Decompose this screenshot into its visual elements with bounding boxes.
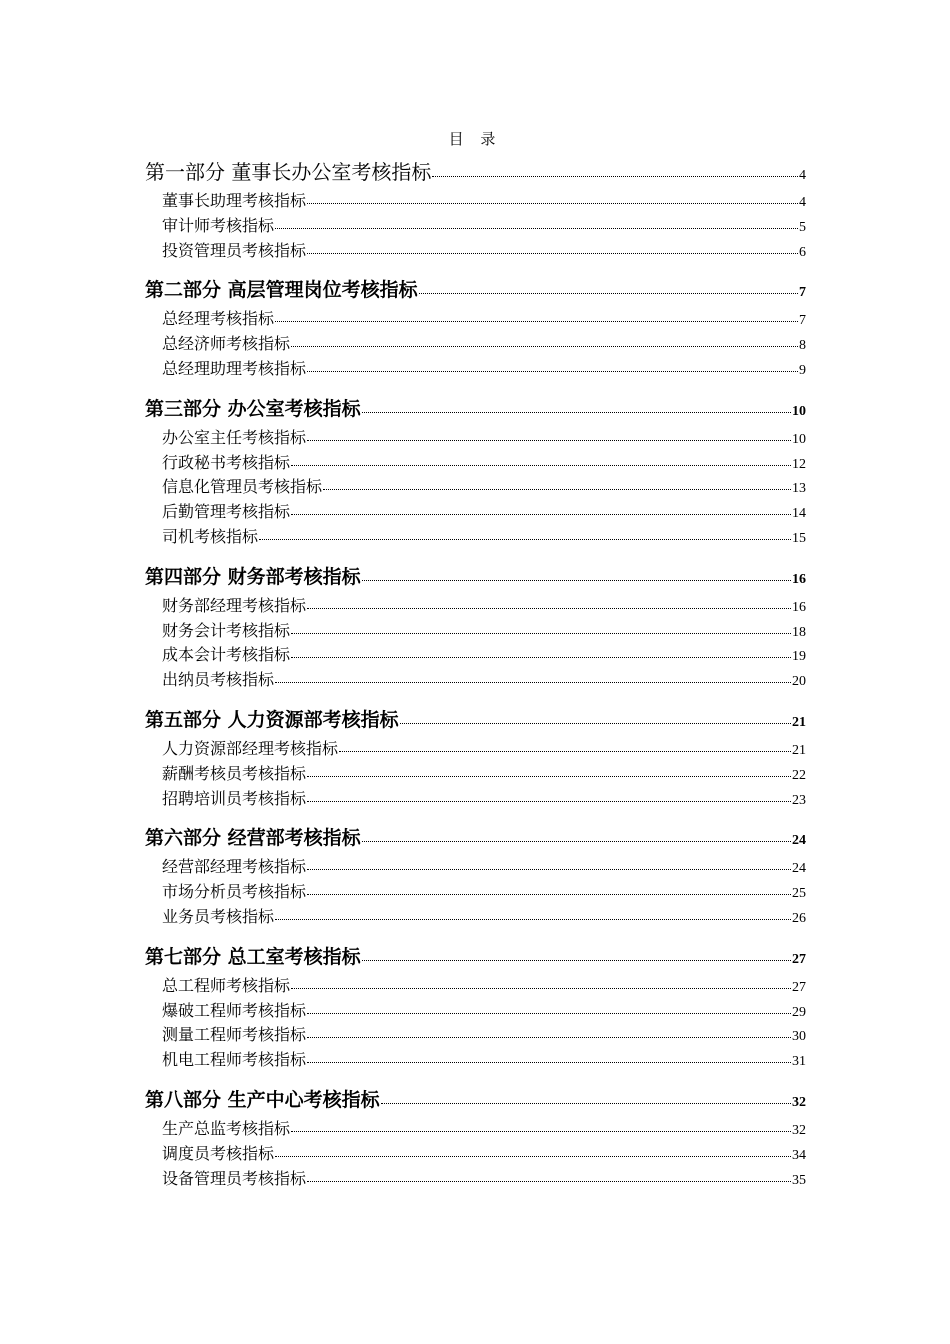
toc-part-label: 第七部分 总工室考核指标 (145, 945, 361, 968)
toc-item-label: 调度员考核指标 (162, 1143, 275, 1163)
toc-item-entry[interactable] (145, 1142, 806, 1167)
toc-page-number: 35 (792, 1172, 806, 1188)
toc-title: 目 录 (448, 130, 502, 148)
dot-leader (362, 840, 791, 842)
dot-leader (291, 1130, 791, 1132)
toc-item-label: 总经济师考核指标 (162, 334, 291, 354)
toc-item-entry[interactable] (145, 475, 806, 500)
toc-part-entry[interactable] (145, 560, 806, 594)
toc-page-number: 24 (792, 833, 806, 849)
toc-page-number: 31 (792, 1054, 806, 1070)
toc-page-number: 20 (792, 674, 806, 690)
toc-item-entry[interactable] (145, 189, 806, 214)
section-gap (145, 930, 806, 934)
section-gap (145, 1191, 806, 1195)
toc-page-number: 22 (792, 767, 806, 783)
toc-page-number: 16 (792, 599, 806, 615)
toc-item-label: 总经理考核指标 (162, 309, 275, 329)
toc-item-entry[interactable] (145, 1048, 806, 1073)
dot-leader (362, 411, 791, 413)
dot-leader (307, 868, 791, 870)
dot-leader (259, 538, 791, 540)
toc-part-entry[interactable] (145, 703, 806, 737)
dot-leader (381, 1102, 791, 1104)
toc-page-number: 7 (799, 285, 806, 301)
toc-item-entry[interactable] (145, 905, 806, 930)
toc-part-entry[interactable] (145, 821, 806, 855)
toc-item-entry[interactable] (145, 214, 806, 239)
dot-leader (291, 464, 791, 466)
toc-page-number: 16 (792, 571, 806, 587)
toc-item-entry[interactable] (145, 594, 806, 619)
toc-item-entry[interactable] (145, 332, 806, 357)
dot-leader (307, 370, 798, 372)
toc-part-label: 第八部分 生产中心考核指标 (145, 1088, 380, 1111)
dot-leader (275, 918, 791, 920)
toc-item-label: 人力资源部经理考核指标 (162, 738, 339, 758)
dot-leader (400, 722, 791, 724)
toc-item-entry[interactable] (145, 239, 806, 264)
dot-leader (307, 893, 791, 895)
section-gap (145, 811, 806, 815)
toc-page-number: 27 (792, 951, 806, 967)
toc-page-number: 5 (799, 219, 806, 235)
dot-leader (291, 632, 791, 634)
toc-page-number: 29 (792, 1004, 806, 1020)
toc-page-number: 9 (799, 362, 806, 378)
toc-item-entry[interactable] (145, 426, 806, 451)
dot-leader (307, 800, 791, 802)
toc-part-entry[interactable] (145, 155, 806, 189)
section-gap (145, 693, 806, 697)
section-gap (145, 263, 806, 267)
toc-item-entry[interactable] (145, 762, 806, 787)
toc-page-number: 19 (792, 649, 806, 665)
toc-page-number: 6 (799, 244, 806, 260)
toc-part-entry[interactable] (145, 940, 806, 974)
toc-item-label: 测量工程师考核指标 (162, 1025, 307, 1045)
toc-page-number: 8 (799, 338, 806, 354)
toc-item-label: 后勤管理考核指标 (162, 502, 291, 522)
dot-leader (275, 681, 791, 683)
dot-leader (323, 488, 791, 490)
dot-leader (307, 1180, 791, 1182)
toc-page-number: 34 (792, 1147, 806, 1163)
toc-item-label: 总经理助理考核指标 (162, 358, 307, 378)
toc-page-number: 12 (792, 456, 806, 472)
toc-page-number: 23 (792, 792, 806, 808)
toc-item-entry[interactable] (145, 451, 806, 476)
toc-part-entry[interactable] (145, 392, 806, 426)
toc-item-entry[interactable] (145, 737, 806, 762)
dot-leader (307, 1012, 791, 1014)
toc-item-label: 机电工程师考核指标 (162, 1050, 307, 1070)
toc-item-label: 出纳员考核指标 (162, 670, 275, 690)
toc-item-label: 生产总监考核指标 (162, 1118, 291, 1138)
toc-page-number: 26 (792, 910, 806, 926)
toc-page-number: 24 (792, 861, 806, 877)
dot-leader (307, 607, 791, 609)
toc-page-number: 21 (792, 742, 806, 758)
dot-leader (362, 959, 791, 961)
toc-item-entry[interactable] (145, 643, 806, 668)
dot-leader (275, 227, 798, 229)
toc-page-number: 25 (792, 886, 806, 902)
toc-item-entry[interactable] (145, 525, 806, 550)
toc-item-label: 财务会计考核指标 (162, 620, 291, 640)
dot-leader (291, 513, 791, 515)
dot-leader (432, 175, 798, 177)
toc-item-label: 财务部经理考核指标 (162, 595, 307, 615)
toc-item-label: 办公室主任考核指标 (162, 427, 307, 447)
dot-leader (275, 320, 798, 322)
toc-page-number: 10 (792, 403, 806, 419)
toc-page-number: 32 (792, 1122, 806, 1138)
dot-leader (291, 656, 791, 658)
dot-leader (307, 202, 798, 204)
toc-part-label: 第二部分 高层管理岗位考核指标 (145, 279, 418, 302)
toc-part-label: 第五部分 人力资源部考核指标 (145, 708, 399, 731)
toc-item-label: 设备管理员考核指标 (162, 1168, 307, 1188)
toc-item-entry[interactable] (145, 307, 806, 332)
toc-item-entry[interactable] (145, 787, 806, 812)
toc-page-number: 21 (792, 714, 806, 730)
toc-item-entry[interactable] (145, 880, 806, 905)
toc-item-label: 行政秘书考核指标 (162, 452, 291, 472)
toc-item-entry[interactable] (145, 500, 806, 525)
toc-item-label: 信息化管理员考核指标 (162, 477, 323, 497)
toc-page-number: 18 (792, 624, 806, 640)
toc-page-number: 30 (792, 1029, 806, 1045)
toc-item-entry[interactable] (145, 357, 806, 382)
toc-item-label: 市场分析员考核指标 (162, 882, 307, 902)
toc-item-label: 董事长助理考核指标 (162, 191, 307, 210)
dot-leader (291, 345, 798, 347)
toc-part-label: 第六部分 经营部考核指标 (145, 827, 361, 850)
dot-leader (307, 252, 798, 254)
toc-item-label: 薪酬考核员考核指标 (162, 763, 307, 783)
toc-page-number: 32 (792, 1094, 806, 1110)
toc-part-entry[interactable] (145, 273, 806, 307)
toc-page-number: 15 (792, 530, 806, 546)
toc-item-entry[interactable] (145, 999, 806, 1024)
toc-item-entry[interactable] (145, 1117, 806, 1142)
toc-item-entry[interactable] (145, 974, 806, 999)
dot-leader (275, 1155, 791, 1157)
dot-leader (307, 1036, 791, 1038)
toc-part-entry[interactable] (145, 1083, 806, 1117)
toc-page-number: 10 (792, 431, 806, 447)
dot-leader (307, 775, 791, 777)
dot-leader (307, 1061, 791, 1063)
dot-leader (307, 439, 791, 441)
section-gap (145, 1073, 806, 1077)
toc-item-label: 招聘培训员考核指标 (162, 788, 307, 808)
toc-page-number: 7 (799, 313, 806, 329)
toc-part-label: 第一部分 董事长办公室考核指标 (145, 160, 432, 184)
toc-item-entry[interactable] (145, 855, 806, 880)
table-of-contents (145, 155, 806, 1195)
section-gap (145, 550, 806, 554)
toc-item-label: 业务员考核指标 (162, 906, 275, 926)
toc-item-label: 司机考核指标 (162, 526, 259, 546)
toc-item-label: 经营部经理考核指标 (162, 857, 307, 877)
toc-item-label: 总工程师考核指标 (162, 975, 291, 995)
toc-item-entry[interactable] (145, 668, 806, 693)
toc-item-label: 爆破工程师考核指标 (162, 1000, 307, 1020)
section-gap (145, 382, 806, 386)
toc-part-label: 第三部分 办公室考核指标 (145, 397, 361, 420)
toc-page-number: 13 (792, 481, 806, 497)
toc-item-label: 投资管理员考核指标 (162, 240, 307, 260)
dot-leader (419, 292, 798, 294)
toc-item-entry[interactable] (145, 1167, 806, 1192)
toc-page-number: 14 (792, 506, 806, 522)
toc-page-number: 4 (799, 168, 806, 183)
toc-item-label: 成本会计考核指标 (162, 645, 291, 665)
toc-item-entry[interactable] (145, 1023, 806, 1048)
toc-part-label: 第四部分 财务部考核指标 (145, 565, 361, 588)
toc-item-label: 审计师考核指标 (162, 215, 275, 235)
toc-item-entry[interactable] (145, 619, 806, 644)
toc-page-number: 27 (792, 979, 806, 995)
dot-leader (291, 987, 791, 989)
dot-leader (362, 579, 791, 581)
toc-page-number: 4 (799, 195, 806, 210)
dot-leader (339, 750, 791, 752)
